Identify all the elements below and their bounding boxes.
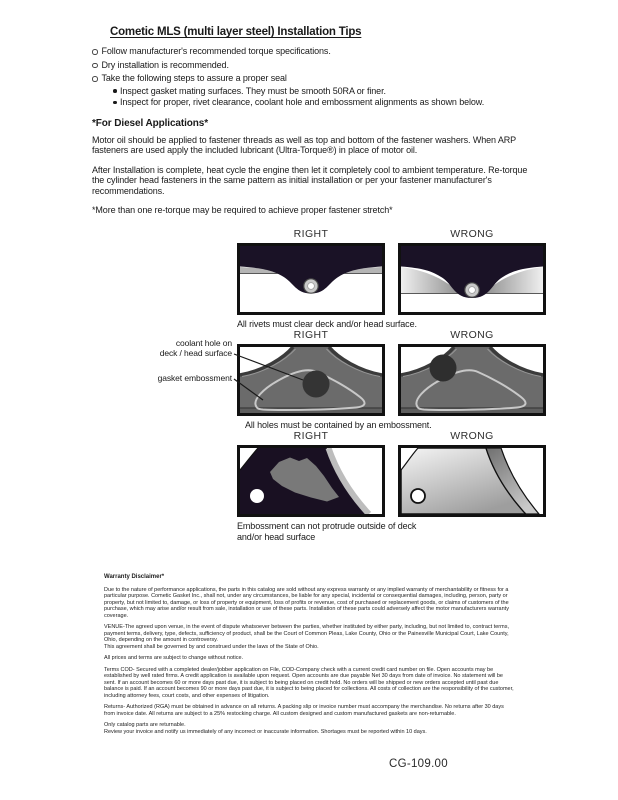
list-item: [92, 72, 582, 86]
right-label: RIGHT: [293, 228, 329, 240]
bolt-hole: [411, 489, 425, 503]
bolt-hole: [250, 489, 264, 503]
diagram-protrusion-wrong: [398, 445, 546, 517]
dot-bullet-icon: [113, 101, 117, 105]
warranty-heading: Warranty Disclaimer*: [104, 574, 165, 580]
circle-bullet-icon: [92, 76, 98, 82]
callout-coolant-hole: [92, 339, 232, 358]
tip-text: Dry installation is recommended.: [101, 59, 229, 70]
callout-text: gasket embossment: [157, 373, 232, 383]
section-heading: *For Diesel Applications*: [92, 118, 209, 129]
warranty-paragraph: This agreement shall be governed by and construed under the laws of the State of Ohio.: [104, 643, 319, 650]
diesel-applications-section: [92, 119, 540, 225]
list-item: [92, 45, 582, 59]
circle-bullet-icon: [92, 49, 98, 55]
page-title: Cometic MLS (multi layer steel) Installation Tips: [110, 26, 362, 38]
tip-text: Follow manufacturer's recommended torque specifications.: [101, 46, 331, 56]
figure-header-row: [237, 430, 546, 442]
paragraph: After Installation is complete, heat cycle the engine then let it completely cool to ambient temperature. Re-torque the cylinder head fasteners in the same pattern as initial installation or per your fastener manufacturer's recommendations.: [92, 164, 528, 196]
figure-hole-embossment: [157, 329, 546, 431]
tip-text: Inspect for proper, rivet clearance, coolant hole and embossment alignments as shown below.: [120, 97, 485, 107]
warranty-paragraph: All prices and terms are subject to change without notice.: [104, 655, 244, 661]
warranty-disclaimer-section: [104, 574, 516, 740]
figure-box-row: [237, 243, 546, 315]
diagram-protrusion-right: [237, 445, 385, 517]
diagram-hole-wrong: [398, 344, 546, 416]
wrong-label: WRONG: [450, 430, 494, 442]
warranty-paragraph: Due to the nature of performance applications, the parts in this catalog are sold without any express warranty or any implied warranty of merchantability or fitness for a particular purpose. Cometic Gasket Inc., shall not, under any circumstances, be liable for any special, incidental or consequential damages, including, person, party or property, but not limited to, damage, or loss of property or equipment, loss of profits or revenue, cost of purchased or replacement goods, or claims of customers of the purchase, which may arise and/or result from sale, installation or use of these parts. Installation of these parts could adversely affect the motor manufacturers warranty coverage.: [104, 586, 509, 619]
figure-caption: All rivets must clear deck and/or head surface.: [237, 319, 417, 329]
figure-header-row: [237, 228, 546, 240]
callout-text: coolant hole on: [175, 338, 232, 348]
caption-line: and/or head surface: [237, 531, 316, 542]
tip-text: Take the following steps to assure a proper seal: [101, 73, 287, 83]
tip-text: Inspect gasket mating surfaces. They must be smooth 50RA or finer.: [120, 85, 386, 96]
list-item: [92, 59, 582, 73]
figure-box-row: [237, 344, 546, 416]
circle-bullet-icon: [92, 63, 98, 69]
figure-header-row: [237, 329, 546, 341]
coolant-hole: [430, 355, 457, 382]
list-item: [113, 86, 582, 98]
figure-embossment-protrusion: [237, 430, 546, 542]
wrong-label: WRONG: [450, 329, 494, 341]
list-item: [113, 97, 582, 109]
diagram-hole-right: [237, 344, 385, 416]
paragraph: Motor oil should be applied to fastener threads as well as top and bottom of the fastener washers. When ARP fasteners are used apply the included lubricant (Ultra-Torque®) in place of motor oil.: [92, 134, 516, 155]
diagram-rivet-wrong: [398, 243, 546, 315]
figure-rivet-clearance: [237, 228, 546, 330]
wrong-label: WRONG: [450, 228, 494, 240]
warranty-paragraph: Only catalog parts are returnable.: [104, 722, 186, 728]
diagram-rivet-right: [237, 243, 385, 315]
installation-tips-list: [92, 45, 582, 109]
warranty-paragraph: Returns- Authorized (RGA) must be obtained in advance on all returns. A packing slip or invoice number must accompany the merchandise. No returns after 30 days from invoice date. All returns are subject to a 25% restocking charge. All custom designed and custom manufactured gaskets are non-returnable.: [104, 704, 504, 717]
figure-caption: All holes must be contained by an embossment.: [245, 420, 432, 430]
page-code: CG-109.00: [389, 758, 448, 770]
figure-box-row: [237, 445, 546, 517]
callout-gasket-embossment: [92, 374, 232, 384]
caption-line: Embossment can not protrude outside of deck: [237, 521, 417, 531]
coolant-hole: [303, 371, 330, 398]
paragraph: *More than one re-torque may be required to achieve proper fastener stretch*: [92, 205, 393, 215]
right-label: RIGHT: [293, 430, 329, 442]
dot-bullet-icon: [113, 89, 117, 93]
warranty-paragraph: Review your invoice and notify us immediately of any incorrect or inaccurate information. Shortages must be reported within 10 days.: [104, 728, 427, 735]
figure-caption: [237, 521, 546, 542]
right-label: RIGHT: [293, 329, 329, 341]
warranty-paragraph: Terms COD- Secured with a completed dealer/jobber application on File, COD-Company check with a current credit card number on file. Open accounts may be established by well rated firms. A credit application is available upon request. Open accounts are due payable Net 30 days from date of invoice. No statement will be sent. If an account becomes 60 or more days past due, it is subject to being placed on credit hold. No orders will be shipped or new orders accepted until past due balance is paid. If an account becomes 90 or more days past due, it is subject to being placed for collections. All costs of collection are the responsibility of the customer, including attorney fees, court costs, and other expenses of litigation.: [104, 666, 514, 699]
callout-text: deck / head surface: [159, 347, 232, 358]
warranty-paragraph: VENUE-The agreed upon venue, in the event of dispute whatsoever between the parties, whether instituted by either party, including, but not limited to, contract terms, payment terms, delivery, type, defects, sufficiency of product, shall be the Court of Common Pleas, Lake County, Ohio or the Painesville Municipal Court, Lake County, Ohio, depending on the amount in controversy.: [104, 624, 509, 643]
